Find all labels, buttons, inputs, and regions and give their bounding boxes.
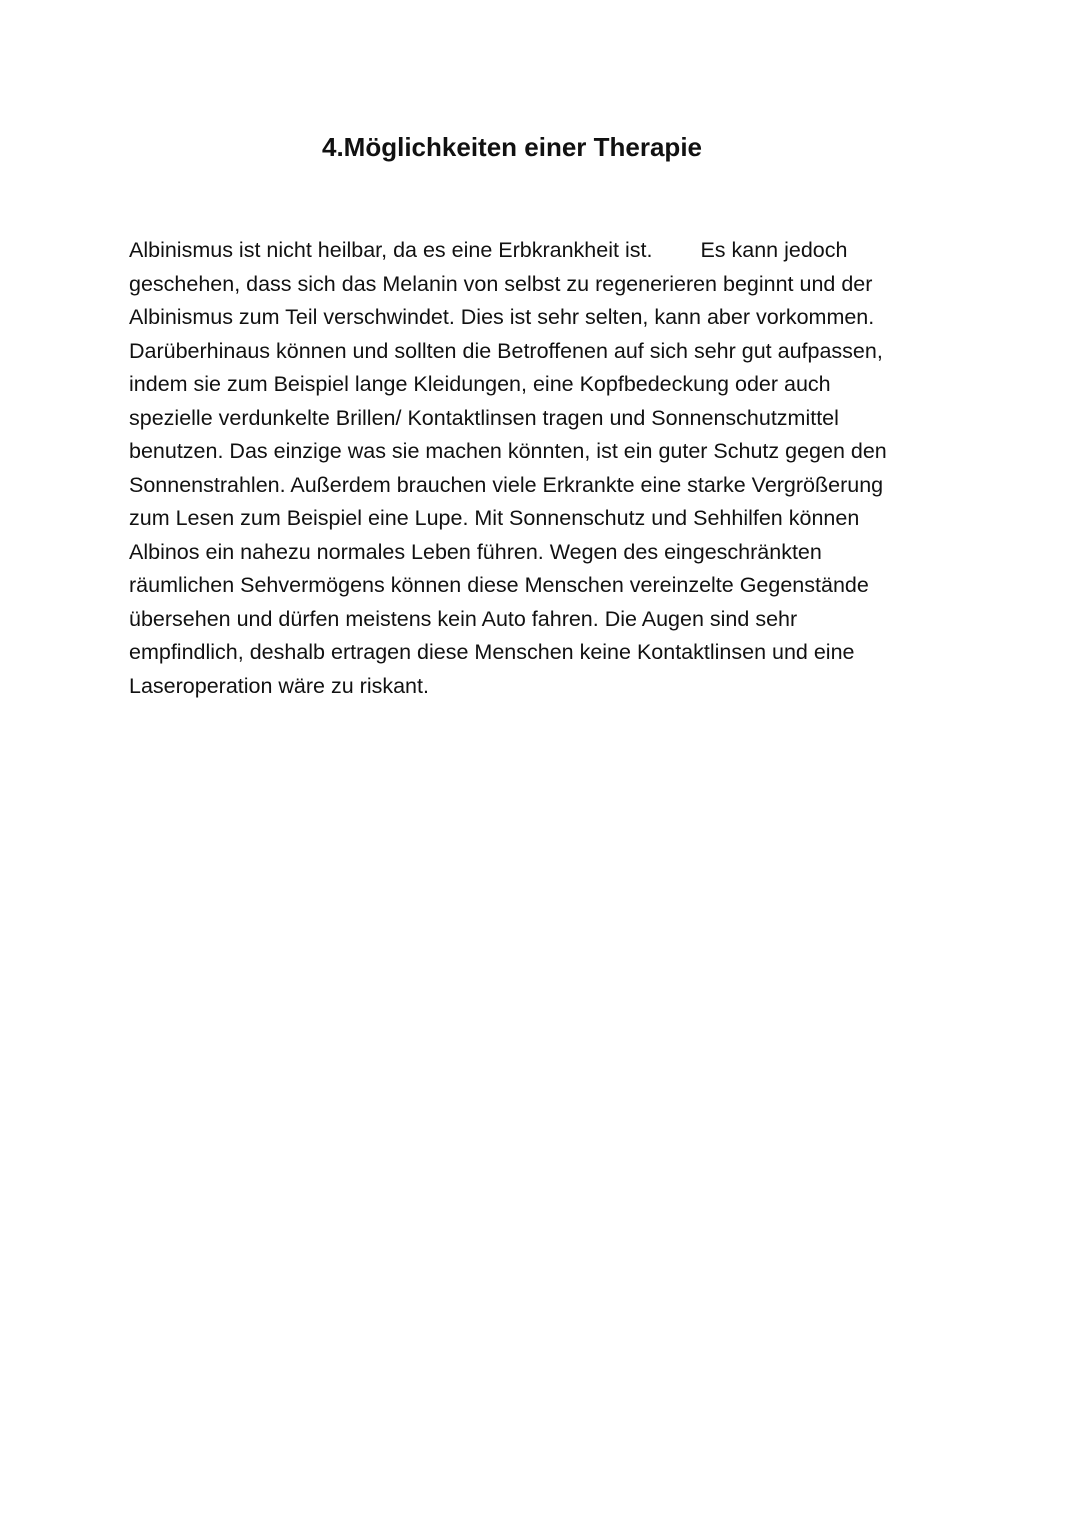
text-line: Sonnenstrahlen. Außerdem brauchen viele Erkrankte eine starke Vergrößerung [129, 472, 884, 497]
body-paragraph [129, 234, 969, 703]
text-line: indem sie zum Beispiel lange Kleidungen, eine Kopfbedeckung oder auch [129, 372, 831, 396]
text-line: geschehen, dass sich das Melanin von selbst zu regenerieren beginnt und der [129, 271, 873, 296]
text-line: übersehen und dürfen meistens kein Auto fahren. Die Augen sind sehr [129, 606, 798, 631]
text-line [129, 234, 969, 268]
page-title: 4.Möglichkeiten einer Therapie [322, 132, 702, 162]
text-segment: Albinismus ist nicht heilbar, da es eine Erbkrankheit ist. [129, 238, 653, 262]
text-line: benutzen. Das einzige was sie machen könnten, ist ein guter Schutz gegen den [129, 439, 887, 463]
text-line: empfindlich, deshalb ertragen diese Menschen keine Kontaktlinsen und eine [129, 640, 855, 664]
text-line: zum Lesen zum Beispiel eine Lupe. Mit Sonnenschutz und Sehhilfen können [129, 506, 860, 530]
text-segment: Es kann jedoch [700, 238, 848, 262]
text-line: Laseroperation wäre zu riskant. [129, 673, 429, 698]
text-line: Albinismus zum Teil verschwindet. Dies ist sehr selten, kann aber vorkommen. [129, 305, 875, 329]
text-line: Darüberhinaus können und sollten die Betroffenen auf sich sehr gut aufpassen, [129, 338, 883, 363]
text-line: Albinos ein nahezu normales Leben führen. Wegen des eingeschränkten [129, 539, 822, 564]
text-line: räumlichen Sehvermögens können diese Menschen vereinzelte Gegenstände [129, 573, 869, 597]
text-line: spezielle verdunkelte Brillen/ Kontaktlinsen tragen und Sonnenschutzmittel [129, 405, 839, 430]
